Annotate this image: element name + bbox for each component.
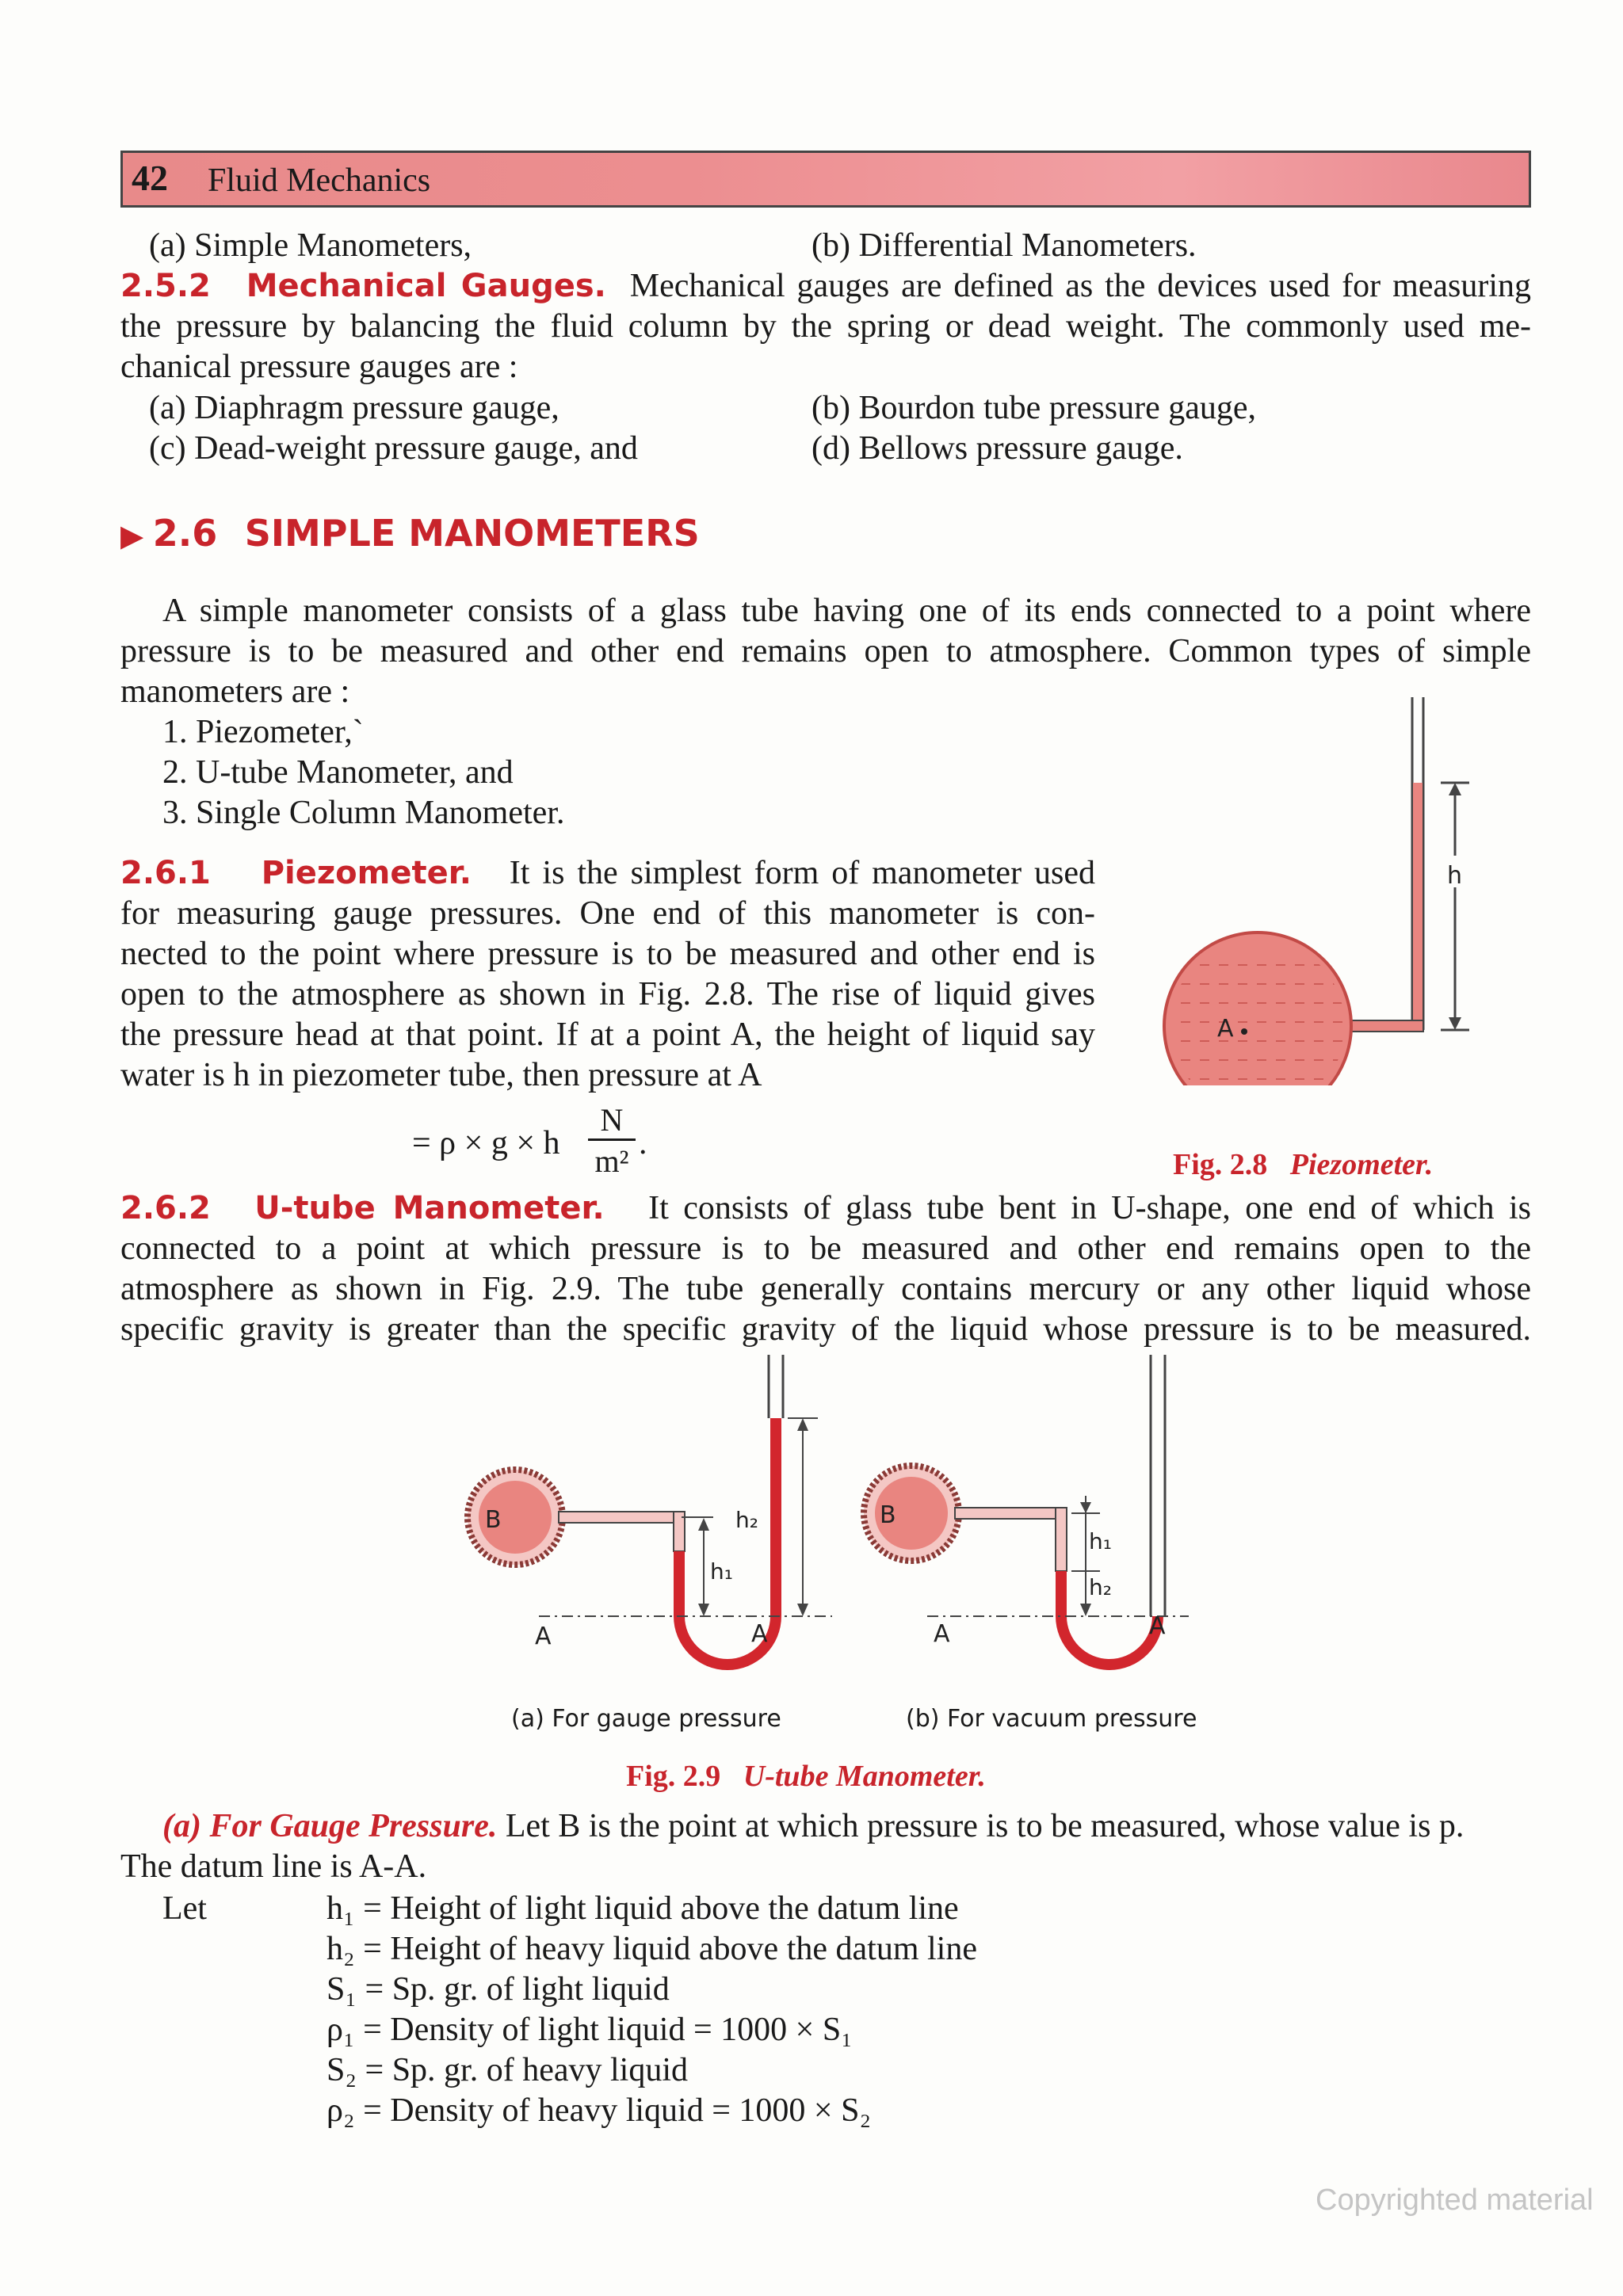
figure-label: Fig. 2.9 — [626, 1760, 721, 1793]
definition-line: h₂ = Height of heavy liquid above the datum line — [327, 1931, 977, 1967]
definition-line: h₁ = Height of light liquid above the datum line — [327, 1890, 959, 1927]
formula-period: . — [639, 1125, 647, 1161]
datum-a-left: A — [934, 1620, 950, 1648]
h1-label: h₁ — [1089, 1528, 1112, 1554]
text: It is the simplest form of manometer used — [509, 855, 1096, 891]
formula-denominator: m² — [594, 1143, 629, 1179]
h2-label: h₂ — [1089, 1574, 1112, 1600]
paragraph-line: The datum line is A-A. — [120, 1848, 427, 1885]
paragraph-line: manometers are : — [120, 673, 350, 710]
section-title: Mechanical Gauges. — [246, 268, 606, 304]
paragraph-line: A simple manometer consists of a glass tube having one of its ends connected to a point where — [162, 593, 1531, 629]
definition-line: ρ₁ = Density of light liquid = 1000 × S₁ — [327, 2012, 853, 2048]
section-number: 2.6.1 — [120, 855, 211, 891]
list-item: 1. Piezometer,` — [162, 714, 364, 750]
section-title: U-tube Manometer. — [254, 1190, 605, 1226]
paragraph-line — [162, 1806, 1531, 1847]
list-item: 2. U-tube Manometer, and — [162, 754, 514, 791]
triangle-bullet-icon: ▶ — [120, 520, 144, 553]
paragraph-line: pressure is to be measured and other end remains open to atmosphere. Common types of simple — [120, 633, 1531, 669]
h2-label: h₂ — [735, 1507, 758, 1533]
formula-numerator: N — [600, 1102, 624, 1138]
paragraph-line — [120, 1188, 1531, 1229]
datum-a-left: A — [535, 1623, 552, 1650]
section-title: SIMPLE MANOMETERS — [244, 512, 700, 555]
list-item: (b) Bourdon tube pressure gauge, — [812, 390, 1257, 426]
section-number: 2.6.2 — [120, 1190, 211, 1226]
copyright-watermark: Copyrighted material — [1316, 2183, 1594, 2217]
formula-lhs: = ρ × g × h — [412, 1125, 560, 1161]
list-item: (a) Simple Manometers, — [149, 227, 472, 264]
definition-line: S₁ = Sp. gr. of light liquid — [327, 1971, 670, 2008]
paragraph-line: open to the atmosphere as shown in Fig. 2.8. The rise of liquid gives — [120, 976, 1095, 1013]
paragraph-line: the pressure by balancing the fluid column by the spring or dead weight. The commonly used me- — [120, 308, 1531, 345]
paragraph-line: for measuring gauge pressures. One end of this manometer is con- — [120, 895, 1095, 932]
paragraph-line: chanical pressure gauges are : — [120, 349, 518, 385]
paragraph-line: the pressure head at that point. If at a point A, the height of liquid say — [120, 1016, 1095, 1053]
text: Let B is the point at which pressure is to be measured, whose value is p. — [505, 1808, 1465, 1844]
figure-label: Fig. 2.8 — [1173, 1148, 1268, 1181]
section-heading — [120, 512, 700, 555]
paragraph-line: nected to the point where pressure is to be measured and other end is — [120, 936, 1095, 972]
text: Mechanical gauges are defined as the devices used for measuring — [629, 268, 1532, 304]
figure-caption — [1173, 1147, 1433, 1182]
page-number: 42 — [132, 158, 168, 198]
point-b-label: B — [880, 1501, 896, 1529]
list-item: 3. Single Column Manometer. — [162, 795, 565, 831]
h1-label: h₁ — [710, 1558, 733, 1585]
paragraph-line: specific gravity is greater than the specific gravity of the liquid whose pressure is to be measured. — [120, 1311, 1531, 1348]
text: It consists of glass tube bent in U-shape, one end of which is — [648, 1190, 1531, 1226]
datum-a-right: A — [751, 1620, 768, 1648]
fraction-bar — [588, 1138, 636, 1141]
u-tube-vacuum-figure — [848, 1355, 1212, 1695]
paragraph-line — [120, 853, 1095, 894]
piezometer-figure — [1141, 689, 1522, 1085]
list-item: (d) Bellows pressure gauge. — [812, 430, 1183, 467]
paragraph-line: connected to a point at which pressure is to be measured and other end remains open to the — [120, 1230, 1531, 1267]
paragraph-line: water is h in piezometer tube, then pressure at A — [120, 1057, 762, 1093]
list-item: (c) Dead-weight pressure gauge, and — [149, 430, 638, 467]
figure-title: U-tube Manometer. — [743, 1760, 986, 1793]
section-number: 2.6 — [152, 512, 218, 555]
figure-caption — [626, 1759, 986, 1794]
datum-a-right: A — [1149, 1612, 1166, 1640]
definition-line: S₂ = Sp. gr. of heavy liquid — [327, 2052, 688, 2088]
u-tube-gauge-figure — [452, 1355, 832, 1695]
let-label: Let — [162, 1890, 207, 1927]
section-title: Piezometer. — [261, 855, 472, 891]
h-label: h — [1447, 862, 1463, 890]
point-a-label: A — [1217, 1015, 1234, 1043]
running-title: Fluid Mechanics — [208, 162, 431, 199]
subfigure-caption-b: (b) For vacuum pressure — [906, 1705, 1197, 1733]
point-b-label: B — [485, 1506, 502, 1534]
figure-title: Piezometer. — [1289, 1148, 1434, 1181]
paragraph-line — [120, 266, 1531, 307]
list-item: (a) Diaphragm pressure gauge, — [149, 390, 559, 426]
subsection-title: (a) For Gauge Pressure. — [162, 1808, 498, 1844]
list-item: (b) Differential Manometers. — [812, 227, 1197, 264]
subfigure-caption-a: (a) For gauge pressure — [511, 1705, 781, 1733]
definition-line: ρ₂ = Density of heavy liquid = 1000 × S₂ — [327, 2092, 872, 2129]
paragraph-line: atmosphere as shown in Fig. 2.9. The tube generally contains mercury or any other liquid whose — [120, 1271, 1531, 1307]
section-number: 2.5.2 — [120, 268, 211, 304]
